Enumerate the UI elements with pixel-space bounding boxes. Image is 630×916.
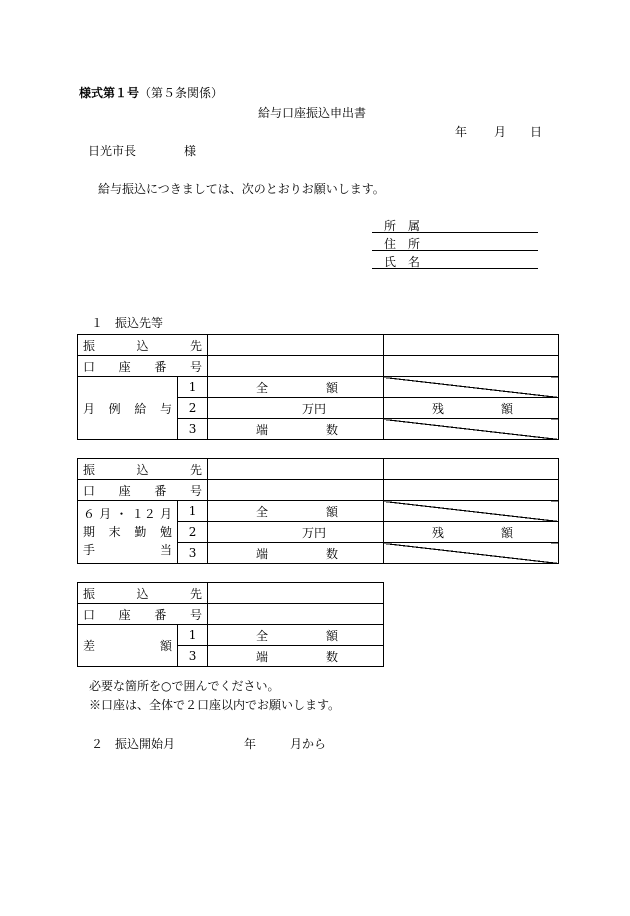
section1-heading bbox=[91, 314, 163, 331]
account-input-2[interactable] bbox=[384, 356, 559, 377]
bank-input-2[interactable] bbox=[384, 459, 559, 480]
option-number: 2 bbox=[178, 398, 208, 419]
name-label-2: 名 bbox=[408, 255, 421, 269]
option-manyen[interactable]: 万円 bbox=[208, 398, 384, 419]
option-number: 1 bbox=[178, 501, 208, 522]
option-fraction[interactable]: 端 数 bbox=[208, 543, 384, 564]
section2-heading bbox=[91, 735, 175, 752]
name-line[interactable] bbox=[372, 253, 538, 269]
slash-cell bbox=[384, 377, 559, 398]
bank-input-1[interactable] bbox=[208, 583, 384, 604]
name-label-1: 氏 bbox=[384, 255, 397, 269]
bonus-label-cell: ６ 月 ・ １２ 月 期 末 勤 勉 手 当 bbox=[78, 501, 178, 564]
option-full-amount[interactable]: 全 額 bbox=[208, 501, 384, 522]
note-accounts: ※口座は、全体で２口座以内でお願いします。 bbox=[89, 698, 341, 712]
option-fraction[interactable]: 端 数 bbox=[208, 646, 384, 667]
option-manyen[interactable]: 万円 bbox=[208, 522, 384, 543]
table-row bbox=[78, 377, 559, 398]
table-row bbox=[78, 604, 384, 625]
note-circle: 必要な箇所を○で囲んでください。 bbox=[89, 679, 280, 693]
addressee-suffix: 様 bbox=[184, 144, 197, 158]
date-line bbox=[455, 123, 542, 140]
table-row bbox=[78, 625, 384, 646]
bank-input-1[interactable] bbox=[208, 459, 384, 480]
difference-table bbox=[77, 582, 384, 667]
affiliation-label-1: 所 bbox=[384, 219, 397, 233]
section2-label: 振込開始月 bbox=[115, 737, 176, 751]
form-number-relation: （第５条関係） bbox=[139, 86, 224, 100]
table-row bbox=[78, 356, 559, 377]
date-day: 日 bbox=[530, 125, 543, 139]
slash-cell bbox=[384, 543, 559, 564]
addressee-line bbox=[88, 142, 196, 159]
document-title: 給与口座振込申出書 bbox=[258, 106, 367, 120]
monthly-salary-table bbox=[77, 334, 559, 440]
address-line[interactable] bbox=[372, 235, 538, 251]
monthly-label-cell: 月 例 給 与 bbox=[78, 377, 178, 440]
slash-cell bbox=[384, 501, 559, 522]
account-label-cell: 口 座 番 号 bbox=[78, 604, 208, 625]
section1-label: 振込先等 bbox=[115, 316, 164, 330]
bank-label-cell: 振 込 先 bbox=[78, 459, 208, 480]
option-number: 1 bbox=[178, 625, 208, 646]
account-label-cell: 口 座 番 号 bbox=[78, 356, 208, 377]
intro-text: 給与振込につきましては、次のとおりお願いします。 bbox=[98, 182, 385, 196]
option-number: 3 bbox=[178, 419, 208, 440]
option-full-amount[interactable]: 全 額 bbox=[208, 625, 384, 646]
form-number bbox=[79, 84, 223, 101]
option-number: 1 bbox=[178, 377, 208, 398]
affiliation-line[interactable] bbox=[372, 217, 538, 233]
option-number: 3 bbox=[178, 646, 208, 667]
start-month[interactable]: 月から bbox=[290, 737, 327, 751]
bank-label-cell: 振 込 先 bbox=[78, 583, 208, 604]
form-number-bold: 様式第１号 bbox=[79, 86, 140, 100]
affiliation-label-2: 属 bbox=[408, 219, 421, 233]
table-row bbox=[78, 583, 384, 604]
table-row bbox=[78, 480, 559, 501]
date-year: 年 bbox=[455, 125, 468, 139]
account-input-2[interactable] bbox=[384, 480, 559, 501]
option-number: 2 bbox=[178, 522, 208, 543]
account-input-1[interactable] bbox=[208, 604, 384, 625]
table-row bbox=[78, 335, 559, 356]
bonus-table bbox=[77, 458, 559, 564]
bank-input-1[interactable] bbox=[208, 335, 384, 356]
table-row bbox=[78, 459, 559, 480]
option-fraction[interactable]: 端 数 bbox=[208, 419, 384, 440]
start-year[interactable]: 年 bbox=[244, 737, 257, 751]
slash-cell bbox=[384, 419, 559, 440]
addressee: 日光市長 bbox=[88, 144, 137, 158]
section1-number: １ bbox=[91, 316, 104, 330]
account-input-1[interactable] bbox=[208, 480, 384, 501]
option-remainder[interactable]: 残 額 bbox=[384, 522, 559, 543]
diff-label-cell: 差 額 bbox=[78, 625, 178, 667]
account-input-1[interactable] bbox=[208, 356, 384, 377]
option-full-amount[interactable]: 全 額 bbox=[208, 377, 384, 398]
option-remainder[interactable]: 残 額 bbox=[384, 398, 559, 419]
account-label-cell: 口 座 番 号 bbox=[78, 480, 208, 501]
address-label-2: 所 bbox=[408, 237, 421, 251]
table-row bbox=[78, 501, 559, 522]
bank-label-cell: 振 込 先 bbox=[78, 335, 208, 356]
bank-input-2[interactable] bbox=[384, 335, 559, 356]
section2-number: ２ bbox=[91, 737, 104, 751]
address-label-1: 住 bbox=[384, 237, 397, 251]
option-number: 3 bbox=[178, 543, 208, 564]
date-month: 月 bbox=[494, 125, 507, 139]
